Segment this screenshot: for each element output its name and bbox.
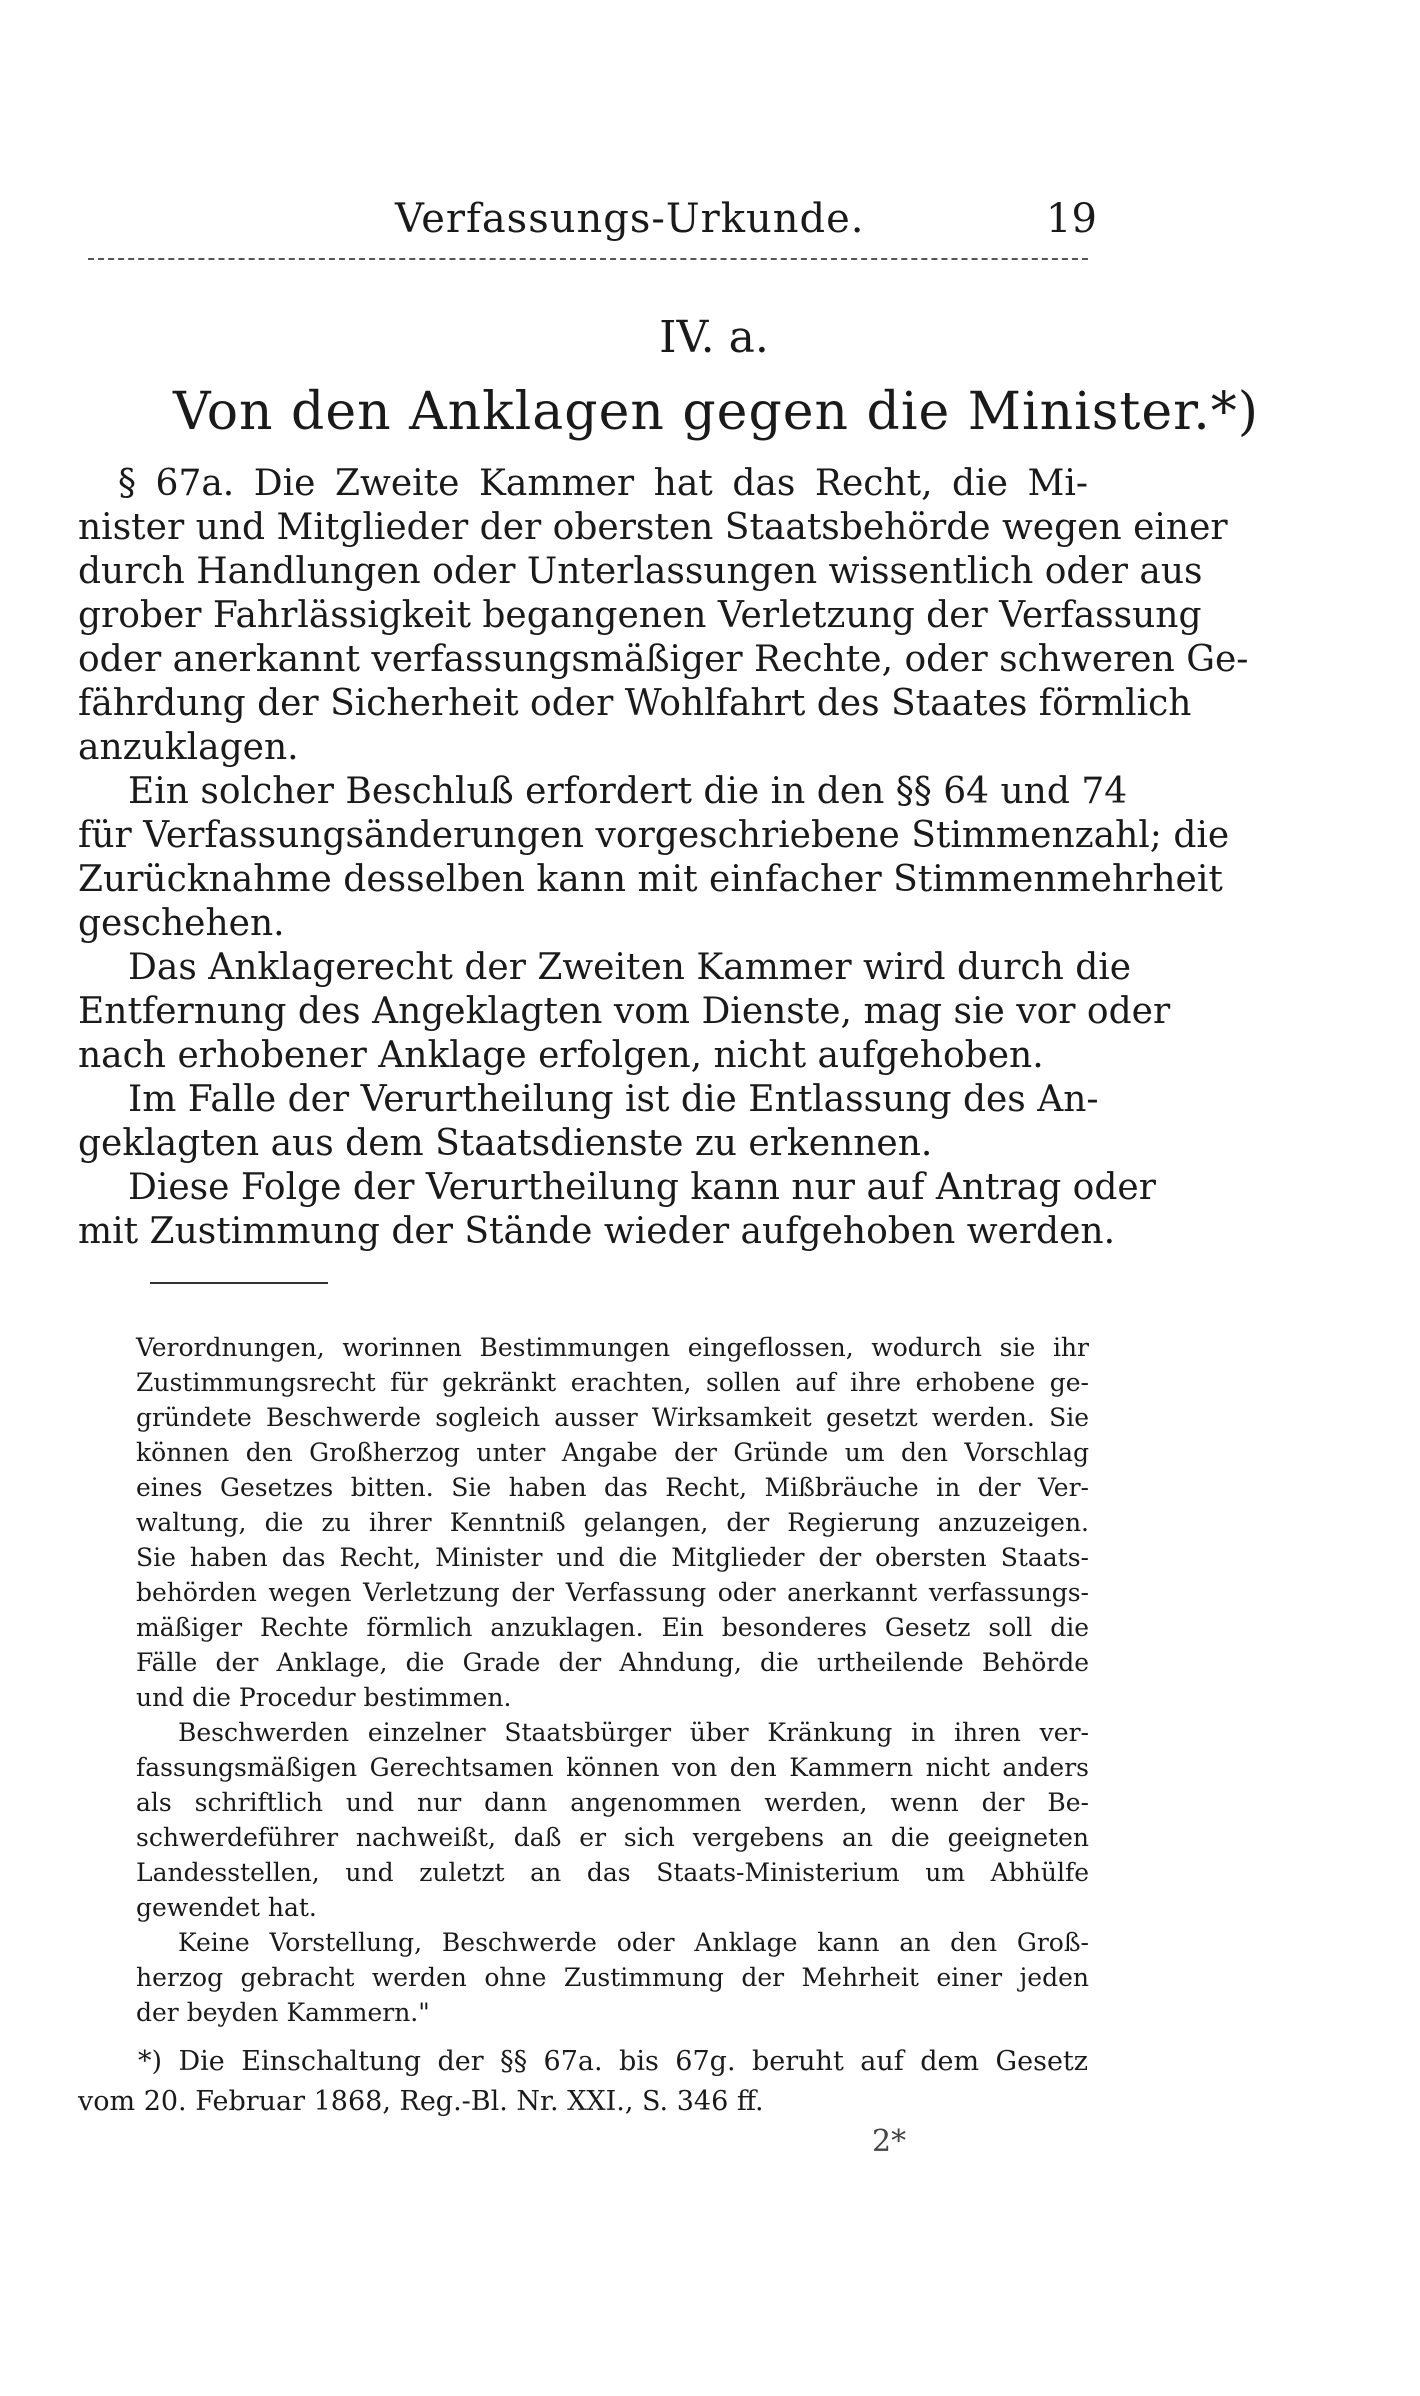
printer-signature: 2*: [872, 2124, 907, 2159]
text-line: Im Falle der Verurtheilung ist die Entlassung des An-: [128, 1079, 1099, 1120]
note-line: mäßiger Rechte förmlich anzuklagen. Ein besonderes Gesetz soll die: [136, 1613, 1089, 1642]
text-line: anzuklagen.: [78, 727, 299, 768]
footnote-line: *) Die Einschaltung der §§ 67a. bis 67g. beruht auf dem Gesetz: [138, 2046, 1088, 2077]
text-line: durch Handlungen oder Unterlassungen wissentlich oder aus: [78, 551, 1203, 592]
note-line: gewendet hat.: [136, 1893, 317, 1922]
text-line: geklagten aus dem Staatsdienste zu erkennen.: [78, 1123, 933, 1164]
note-line: Verordnungen, worinnen Bestimmungen eingeflossen, wodurch sie ihr: [136, 1333, 1089, 1362]
text-line: Entfernung des Angeklagten vom Dienste, mag sie vor oder: [78, 991, 1171, 1032]
note-line: fassungsmäßigen Gerechtsamen können von den Kammern nicht anders: [136, 1753, 1089, 1782]
text-line: Zurücknahme desselben kann mit einfacher Stimmenmehrheit: [78, 859, 1223, 900]
note-line: Zustimmungsrecht für gekränkt erachten, sollen auf ihre erhobene ge-: [136, 1368, 1089, 1397]
text-line: fährdung der Sicherheit oder Wohlfahrt des Staates förmlich: [78, 683, 1192, 724]
note-line: eines Gesetzes bitten. Sie haben das Recht, Mißbräuche in der Ver-: [136, 1473, 1089, 1502]
running-head: Verfassungs-Urkunde.: [395, 196, 865, 242]
footnote-line: vom 20. Februar 1868, Reg.-Bl. Nr. XXI., S. 346 ff.: [78, 2086, 764, 2117]
page-number: 19: [1046, 196, 1097, 242]
note-line: als schriftlich und nur dann angenommen werden, wenn der Be-: [136, 1788, 1089, 1817]
note-line: Sie haben das Recht, Minister und die Mitglieder der obersten Staats-: [136, 1543, 1089, 1572]
section-title: Von den Anklagen gegen die Minister.*): [172, 382, 1260, 442]
text-line: oder anerkannt verfassungsmäßiger Rechte, oder schweren Ge-: [78, 639, 1249, 680]
note-line: der beyden Kammern.": [136, 1998, 430, 2027]
text-line: für Verfassungsänderungen vorgeschriebene Stimmenzahl; die: [78, 815, 1230, 856]
note-line: behörden wegen Verletzung der Verfassung oder anerkannt verfassungs-: [136, 1578, 1089, 1607]
text-line: grober Fahrlässigkeit begangenen Verletzung der Verfassung: [78, 595, 1202, 636]
note-line: Beschwerden einzelner Staatsbürger über Kränkung in ihren ver-: [178, 1718, 1089, 1747]
note-line: schwerdeführer nachweißt, daß er sich vergebens an die geeigneten: [136, 1823, 1089, 1852]
note-line: und die Procedur bestimmen.: [136, 1683, 512, 1712]
note-line: waltung, die zu ihrer Kenntniß gelangen, der Regierung anzuzeigen.: [136, 1508, 1089, 1537]
note-line: gründete Beschwerde sogleich ausser Wirksamkeit gesetzt werden. Sie: [136, 1403, 1089, 1432]
header-rule: [88, 258, 1088, 260]
note-separator: [150, 1282, 328, 1284]
section-number: IV. a.: [659, 312, 769, 363]
text-line: § 67a. Die Zweite Kammer hat das Recht, die Mi-: [118, 463, 1088, 504]
note-line: herzog gebracht werden ohne Zustimmung der Mehrheit einer jeden: [136, 1963, 1089, 1992]
text-line: nach erhobener Anklage erfolgen, nicht aufgehoben.: [78, 1035, 1044, 1076]
text-line: Diese Folge der Verurtheilung kann nur auf Antrag oder: [128, 1167, 1156, 1208]
note-line: Keine Vorstellung, Beschwerde oder Anklage kann an den Groß-: [178, 1928, 1089, 1957]
text-line: nister und Mitglieder der obersten Staatsbehörde wegen einer: [78, 507, 1228, 548]
text-line: Das Anklagerecht der Zweiten Kammer wird durch die: [128, 947, 1132, 988]
text-line: geschehen.: [78, 903, 285, 944]
text-line: Ein solcher Beschluß erfordert die in den §§ 64 und 74: [128, 771, 1128, 812]
note-line: können den Großherzog unter Angabe der Gründe um den Vorschlag: [136, 1438, 1089, 1467]
note-line: Fälle der Anklage, die Grade der Ahndung, die urtheilende Behörde: [136, 1648, 1089, 1677]
note-line: Landesstellen, und zuletzt an das Staats-Ministerium um Abhülfe: [136, 1858, 1089, 1887]
text-line: mit Zustimmung der Stände wieder aufgehoben werden.: [78, 1211, 1116, 1252]
